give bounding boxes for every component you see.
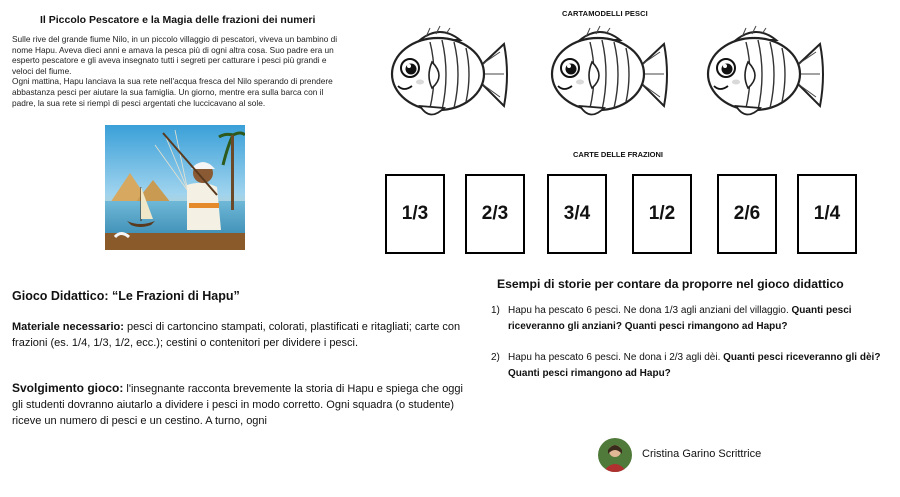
fish-template-2 [540,22,670,127]
story-title: Il Piccolo Pescatore e la Magia delle frazioni dei numeri [40,14,316,26]
fraction-card: 2/3 [465,174,525,254]
materials-label: Materiale necessario: [12,321,124,333]
procedure-paragraph [12,380,468,429]
author-avatar [598,438,632,472]
author-name: Cristina Garino Scrittrice [642,448,762,460]
fraction-card: 1/2 [632,174,692,254]
example-number: 2) [491,352,500,363]
procedure-text: l'insegnante racconta brevemente la storia di Hapu e spiega che oggi gli studenti dovranno aiutarlo a dividere i pesci in modo corretto. Ogni squadra (o studente) riceve un numero di pesci e un cestino. A turno, ogni [12,383,463,427]
materials-text: pesci di cartoncino stampati, colorati, plastificati e ritagliati; carte con frazioni (es. 1/4, 1/3, 1/2, ecc.); cestini o contenitori per dividere i pesci. [12,321,461,349]
story-text [12,34,342,108]
example-item [491,350,891,381]
example-item [491,303,891,334]
materials-paragraph [12,319,462,351]
procedure-label: Svolgimento gioco: [12,381,124,395]
fraction-cards-title: CARTE DELLE FRAZIONI [573,150,663,159]
story-illustration [105,125,245,250]
story-paragraph-2: Ogni mattina, Hapu lanciava la sua rete nell'acqua fresca del Nilo sperando di prendere abbastanza pesci per aiutare la sua famiglia. Un giorno, mentre era sulla barca con il padre, la sua rete si riempì di pesci argentati che luccicavano al sole. [12,76,333,108]
fish-template-3 [696,22,826,127]
fraction-card: 1/3 [385,174,445,254]
examples-title: Esempi di storie per contare da proporre nel gioco didattico [497,277,844,291]
example-text: Hapu ha pescato 6 pesci. Ne dona 1/3 agli anziani del villaggio. [508,305,792,316]
example-question: Quanti pesci riceveranno gli dèi? Quanti pesci rimangono ad Hapu? [508,352,881,379]
fraction-card: 1/4 [797,174,857,254]
fish-templates-title: CARTAMODELLI PESCI [562,9,648,18]
example-number: 1) [491,305,500,316]
story-paragraph-1: Sulle rive del grande fiume Nilo, in un piccolo villaggio di pescatori, viveva un bambino di nome Hapu. Aveva dieci anni e amava la pesca più di ogni altra cosa. Suo padre era un esperto pescatore e gli aveva insegnato tutti i segreti per catturare i pesci più grandi e veloci del fiume. [12,34,338,76]
fraction-card: 2/6 [717,174,777,254]
fish-template-1 [380,22,510,127]
fraction-card: 3/4 [547,174,607,254]
game-title: Gioco Didattico: “Le Frazioni di Hapu” [12,289,240,303]
example-question: Quanti pesci riceveranno gli anziani? Quanti pesci rimangono ad Hapu? [508,305,852,332]
example-text: Hapu ha pescato 6 pesci. Ne dona i 2/3 agli dèi. [508,352,724,363]
